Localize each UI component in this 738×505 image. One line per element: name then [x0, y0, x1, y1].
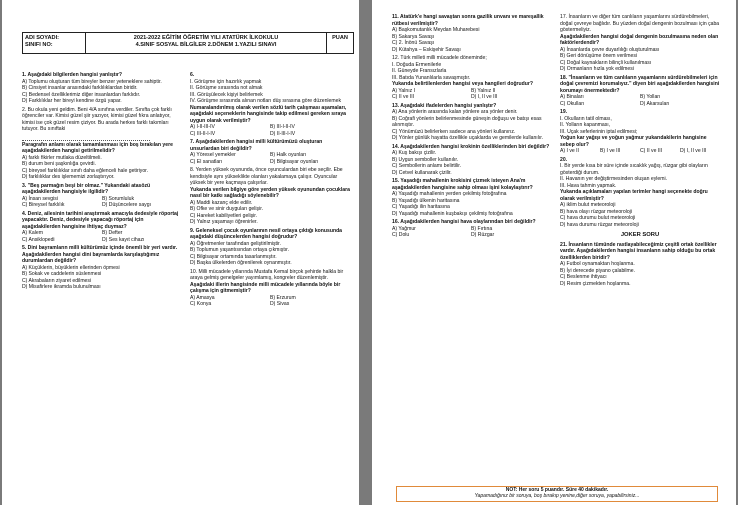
- q10-option-c[interactable]: C) Konya: [190, 301, 212, 307]
- q19-item-1: I. Okulların tatil olması,: [560, 115, 612, 122]
- q14-option-b[interactable]: B) Uygun semboller kullanılır.: [392, 156, 459, 163]
- question-14: [392, 144, 550, 177]
- q18-option-a[interactable]: A) Binaları: [560, 94, 584, 100]
- q17-option-b[interactable]: B) Geri dönüşüme önem verilmesi: [560, 53, 638, 59]
- question-20: [560, 157, 720, 229]
- q17-option-c[interactable]: C) Doğal kaynakların bilinçli kullanılması: [560, 59, 652, 66]
- name-label: ADI SOYADI:: [25, 35, 59, 41]
- q10-ask: Aşağıdaki illerin hangisinde milli mücadele yıllarında böyle bir çalışma için gitmemiştir?: [190, 281, 341, 294]
- q21-option-d[interactable]: D) Resim çizmekten hoşlanma.: [560, 280, 631, 287]
- q20-option-c[interactable]: C) hava durumu bulut meteoroloji: [560, 215, 636, 221]
- q6-option-c[interactable]: C) III-II-I-IV: [190, 130, 216, 137]
- q6-item-2: II. Görüşme sırasında not almak: [190, 85, 263, 91]
- q6-number: 6.: [190, 72, 195, 78]
- q12-stem: 12. Türk milleti milli mücadele döneminde;: [392, 55, 487, 61]
- exam-title-line1: 2021-2022 EĞİTİM ÖĞRETİM YILI ATATÜRK İLKOKULU: [133, 35, 279, 41]
- q17-option-a[interactable]: A) İnsanlarda çevre duyarlılığı oluşturulması: [560, 46, 660, 53]
- q7-stem: 7. Aşağıdakilerden hangisi milli kültürümüzü oluşturan unsurlardan biri değildir?: [190, 139, 323, 152]
- question-17: [560, 14, 720, 73]
- q20-item-1: I. Bir yerde kısa bir süre içinde sıcaklık yağış, rüzgar gibi olayların gösterdiği durum.: [560, 163, 708, 176]
- q8-option-b[interactable]: B) Ofke ve sinir duyguları gelişir.: [190, 206, 264, 212]
- score-label: PUAN: [332, 35, 348, 41]
- q1-stem: 1. Aşağıdaki bilgilerden hangisi yanlıştır?: [22, 72, 123, 78]
- q12-option-b[interactable]: B) Yalnız II: [471, 87, 496, 94]
- q15-stem: 15. Yaşadığı mahallenin krokisini çizmek isteyen Ana'm aşağıdakilerden hangisine sahip olması işini kolaylaştırır?: [392, 178, 533, 191]
- q16-option-d[interactable]: D) Rüzgar: [471, 232, 495, 238]
- q6-item-3: III. Görüşülecek kişiyi belirlemek: [190, 91, 263, 98]
- q2-passage: Paragrafın anlamı olarak tamamlanması için boş bırakılan yere aşağıdakilerden hangisi getirilmelidir?: [22, 141, 173, 154]
- question-7: [190, 139, 350, 165]
- q13-option-b[interactable]: B) Coğrafi yönlerin belirlenmesinde güneşin doğuşu ve batışı esas alınmıştır.: [392, 115, 542, 128]
- q9-option-c[interactable]: C) Bilgisayar ortamında tasarlanmıştır.: [190, 253, 277, 260]
- q18-option-d[interactable]: D) Akarsuları: [640, 100, 670, 107]
- q13-option-a[interactable]: A) Ana yönlerin arasında kalan yönlere ara yönler denir.: [392, 109, 518, 115]
- question-1: [22, 72, 182, 105]
- q5-option-b[interactable]: B) Sokak ve caddelerin süslenmesi: [22, 271, 102, 277]
- q20-item-3: III. Hava tahmin yapmak.: [560, 182, 617, 189]
- q16-stem: 16. Aşağıdakilerden hangisi hava olaylarından biri değildir?: [392, 219, 536, 225]
- question-2: [22, 107, 182, 181]
- q1-option-a[interactable]: A) Toplumu oluşturan tüm bireyler benzer yeteneklere sahiptir.: [22, 78, 162, 85]
- q13-option-c[interactable]: C) Yönümüzü belirlerken sadece ana yönleri kullanırız.: [392, 128, 516, 135]
- q12-item-2: II. Güneyde Fransızlarla: [392, 68, 447, 74]
- q12-item-3: III. Batıda Yunanlılarla savaşmıştır.: [392, 74, 471, 81]
- q19-option-d[interactable]: D) I, II ve III: [680, 148, 707, 154]
- question-10: [190, 269, 350, 308]
- q10-option-b[interactable]: B) Erzurum: [270, 294, 296, 301]
- q7-option-d[interactable]: D) Bilgisayar oyunları: [270, 158, 319, 165]
- q15-option-b[interactable]: B) Yaşadığı ülkenin haritasına: [392, 197, 460, 204]
- q14-option-a[interactable]: A) Kuş bakışı çizilir.: [392, 150, 437, 156]
- q10-option-a[interactable]: A) Amasya: [190, 294, 215, 301]
- q4-option-b[interactable]: B) Defter: [102, 230, 123, 236]
- q21-option-b[interactable]: B) İyi derecede piyano çalabilme.: [560, 267, 636, 274]
- q19-option-c[interactable]: C) II ve III: [640, 148, 663, 154]
- q8-option-d[interactable]: D) Yalnız yaşamayı öğrenirler.: [190, 219, 258, 225]
- q3-option-c[interactable]: C) Bireysel farklılık: [22, 202, 65, 208]
- page2-right-column: [560, 14, 720, 289]
- q20-option-a[interactable]: A) iklim bulut meteoroloji: [560, 202, 616, 208]
- question-15: [392, 178, 550, 217]
- q19-option-a[interactable]: A) I ve II: [560, 148, 579, 154]
- q9-stem: 9. Geleneksel çocuk oyunlarının nesil ortaya çıktığı konusunda aşağıdaki düşüncelerden hangisi doğrudur?: [190, 227, 343, 240]
- q2-option-c[interactable]: C) bireysel farklılıklar sınıfı daha eğlenceli hale getiriyor.: [22, 167, 148, 174]
- q18-stem: 18. "İnsanların ve tüm canlıların yaşamlarını sürdürebilmeleri için doğal çevremizi korumalıyız." diyen biri aşağıdakilerden hangisini korumayı önermektedir?: [560, 74, 720, 94]
- q11-option-b[interactable]: B) Sakarya Savaşı: [392, 33, 435, 40]
- exam-header: [22, 32, 354, 54]
- q12-item-1: I. Doğuda Ermenilerle: [392, 61, 442, 68]
- q9-option-d[interactable]: D) Başka ülkelerden öğrenilerek oynanmıştır.: [190, 260, 292, 266]
- page2-left-column: [392, 14, 550, 241]
- q5-option-c[interactable]: C) Akrabaların ziyaret edilmesi: [22, 277, 92, 284]
- q7-option-a[interactable]: A) Yöresel yemekler: [190, 152, 236, 158]
- class-label: SINIFI NO:: [25, 41, 53, 48]
- question-21: [560, 242, 720, 288]
- q11-stem: 11. Atatürk'e hangi savaştan sonra gazilik unvanı ve mareşallik rütbesi verilmiştir?: [392, 14, 544, 27]
- q16-option-b[interactable]: B) Fırtına: [471, 225, 493, 232]
- left-column: [22, 72, 182, 293]
- q6-option-a[interactable]: A) I-II-III-IV: [190, 124, 215, 130]
- q4-option-a[interactable]: A) Kalem: [22, 230, 43, 236]
- q9-option-a[interactable]: A) Öğretmenler tarafından geliştirilmiştir.: [190, 240, 281, 247]
- q14-option-c[interactable]: C) Sembollerin anlamı belirtilir.: [392, 163, 462, 169]
- q10-option-d[interactable]: D) Sivas: [270, 301, 290, 307]
- q13-stem: 13. Aşağıdaki ifadelerden hangisi yanlıştır?: [392, 102, 497, 109]
- question-16: [392, 219, 550, 239]
- question-19: [560, 109, 720, 155]
- q12-option-d[interactable]: D) I, II ve III: [471, 94, 498, 100]
- right-column: [190, 72, 350, 310]
- q12-option-c[interactable]: C) II ve III: [392, 94, 415, 100]
- q8-option-c[interactable]: C) Hareket kabiliyetleri gelişir.: [190, 212, 258, 219]
- q4-option-c[interactable]: C) Ansiklopedi: [22, 236, 55, 243]
- q6-item-4: IV. Görüşme sırasında alınan notları düş sırasına göre düzenlemek: [190, 98, 342, 104]
- q19-ask: Yoğun kar yağışı ve yoğun yağmur yukarıdakilerin hangisine sebep olur?: [560, 135, 707, 148]
- q8-stem: 8. Yerden yüksek oyununda, önce oyunculardan biri ebe seçilir. Ebe kendisiyle aynı yükseklikte olanları yakalamaya çalışır. Oyuncular yüksek bir yere kaçmaya çalışırlar.: [190, 167, 343, 186]
- q13-option-d[interactable]: D) Yönler günlük hayatta özellikle uçaklarda ve gemilerde kullanılır.: [392, 135, 544, 141]
- q11-option-a[interactable]: A) Başkomutanlık Meydan Muharebesi: [392, 27, 480, 33]
- question-8: [190, 167, 350, 226]
- q6-option-b[interactable]: B) III-I-II-IV: [270, 124, 295, 130]
- q17-ask: Aşağıdakilerden hangisi doğal dengenin bozulmasına neden olan faktörlerdendir?: [560, 33, 719, 46]
- q6-item-1: I. Görüşme için hazırlık yapmak: [190, 78, 262, 85]
- exam-page-left: [2, 0, 359, 505]
- q4-stem: 4. Deniz, ailesinin tarihini araştırmak amacıyla dedesiyle röportaj yapacaktır. Deniz, dedesiyle yapacağı röportaj için aşağıdakilerden hangisine ihtiyaç duymaz?: [22, 210, 179, 230]
- q2-option-d[interactable]: D) farklılıklar des işlememizi zorlaştırıyor.: [22, 174, 115, 180]
- exam-title-line2: 4.SINIF SOSYAL BİLGİLER 2.DÖNEM 1.YAZILI SINAVI: [135, 41, 277, 48]
- q8-ask: Yukarıda verilen bilgiye göre yerden yüksek oyunundan çocuklara nasıl bir katkı sağladığı söylenebilir?: [190, 186, 350, 199]
- q20-item-2: II. Havanın yer değiştirmesinden oluşan eylemi.: [560, 176, 668, 182]
- q2-stem: 2. Bu okula yeni geldim. Beni 4/A sınıfına verdiler. Sınıfta çok farklı öğrenciler var. Kimisi güzel şiir yazıyor, kimisi güzel fıkra anlatıyor, kimisi ise çok güzel resim çiziyor. Bu arada herkes farklı takımları tutuyor. Bu sınıftaki: [22, 106, 172, 132]
- q18-option-b[interactable]: B) Yolları: [640, 94, 661, 100]
- q20-option-b[interactable]: B) hava olayı rüzgar meteoroloji: [560, 208, 632, 215]
- q6-option-d[interactable]: D) II-III-I-IV: [270, 130, 296, 137]
- question-9: [190, 228, 350, 267]
- question-11: [392, 14, 550, 53]
- q6-stem: Numaralandırılmış olarak verilen sözlü tarih çalışması aşamaları, aşağıdaki seçeneklerin hangisinde takip edilmesi gereken sıraya uygun olarak verilmiştir?: [190, 104, 347, 124]
- q3-option-d[interactable]: D) Düşüncelere saygı: [102, 202, 151, 208]
- joker-title: JOKER SORU: [620, 232, 660, 238]
- q11-option-c[interactable]: C) 2. İnönü Savaşı: [392, 40, 435, 46]
- question-6: [190, 72, 350, 137]
- question-3: [22, 183, 182, 209]
- q10-stem: 10. Milli mücadele yıllarında Mustafa Kemal birçok şehirde halkla bir araya gelmiş genelgeler yayımlamış, kongreler düzenlemiştir.: [190, 268, 344, 281]
- q14-option-d[interactable]: D) Cetvel kullanarak çizilir.: [392, 169, 452, 176]
- q20-number: 20.: [560, 156, 568, 163]
- q15-option-d[interactable]: D) Yaşadığı mahallenin kuşbakışı çekilmiş fotoğrafına: [392, 210, 513, 217]
- q17-stem: 17. İnsanların ve diğer tüm canlıların yaşamlarını sürdürebilmeleri, doğal çevreye bağlıdır. Bu yüzden doğal dengenin bozulması için çaba göstermeliyiz.: [560, 14, 720, 33]
- question-12: [392, 55, 550, 101]
- q14-stem: 14. Aşağıdakilerden hangisi krokinin özelliklerinden biri değildir?: [392, 143, 550, 150]
- q3-option-a[interactable]: A) İnsan sevgisi: [22, 195, 58, 202]
- note-line2: Yapamadığınız bir soruya, boş bırakıp yenine,diğer soruya, yapabilirsiniz...: [474, 493, 640, 499]
- question-5: [22, 245, 182, 291]
- q21-option-c[interactable]: C) Beslenme ihtiyacı: [560, 274, 607, 280]
- q11-option-d[interactable]: D) Kütahya – Eskişehir Savaşı: [392, 46, 461, 53]
- note-line1: NOT: Her soru 5 puandır. Süre 40 dakikadır.: [505, 487, 609, 493]
- q2-option-a[interactable]: A) farklı fikirler mutlaka düzeltilmeli.: [22, 154, 102, 161]
- q12-ask: Yukarıda belirtilenlerden hangisi veya hangileri doğrudur?: [392, 81, 533, 87]
- exam-page-right: [372, 0, 736, 505]
- q21-stem: 21. İnsanların tümünde rastlayabileceğimiz çeşitli ortak özellikler vardır. Aşağıdakilerden hangisi insanların sahip olduğu bu ortak özelliklerden biridir?: [560, 241, 717, 261]
- q19-item-2: II. Yolların kapanması,: [560, 122, 611, 128]
- q7-option-c[interactable]: C) El sanatları: [190, 158, 223, 165]
- q12-option-a[interactable]: A) Yalnız I: [392, 87, 416, 94]
- q7-option-b[interactable]: B) Halk oyunları: [270, 152, 307, 158]
- q3-option-b[interactable]: B) Sorumluluk: [102, 195, 134, 202]
- q5-stem: 5. Dini bayramların milli kültürümüz içinde önemli bir yeri vardır. Aşağıdakilerden hangisi dini bayramlarda karşılaştığımız durumlardan değildir?: [22, 245, 178, 264]
- q2-option-b[interactable]: B) durum beni şaşkınlığa çevirdi.: [22, 161, 96, 167]
- question-4: [22, 211, 182, 244]
- q4-option-d[interactable]: D) Ses kayıt cihazı: [102, 236, 145, 243]
- q1-option-b[interactable]: B) Cinsiyet insanlar arasındaki farklılıklardan biridir.: [22, 85, 138, 91]
- question-18: [560, 75, 720, 108]
- q5-option-a[interactable]: A) Küçüklerin, büyüklerin ellerinden öpmesi: [22, 264, 120, 271]
- q5-option-d[interactable]: D) Misafirlere ikramda bulunulması: [22, 284, 101, 290]
- q1-option-c[interactable]: C) Bedensel özelliklerimiz diğer insanlardan farklıdır.: [22, 91, 141, 98]
- exam-note-box: [396, 486, 718, 502]
- q20-option-d[interactable]: D) hava durumu rüzgar meteoroloji: [560, 221, 639, 228]
- q19-number: 19.: [560, 109, 568, 115]
- q19-item-3: III. Uçak seferlerinin iptal edilmesi;: [560, 128, 638, 135]
- q19-option-b[interactable]: B) I ve III: [600, 148, 621, 154]
- q18-option-c[interactable]: C) Okulları: [560, 100, 585, 107]
- question-13: [392, 103, 550, 142]
- q15-option-a[interactable]: A) Yaşadığı mahallenin yerden çekilmiş fotoğrafına: [392, 191, 507, 197]
- q16-option-a[interactable]: A) Yağmur: [392, 225, 416, 232]
- q15-option-c[interactable]: C) Yaşadığı ilin haritasına: [392, 204, 450, 210]
- q17-option-d[interactable]: D) Ormanların hızla yok edilmesi: [560, 66, 634, 72]
- q9-option-b[interactable]: B) Toplumun yaşantısından ortaya çıkmıştır.: [190, 247, 289, 253]
- q21-option-a[interactable]: A) Futbol oynamaktan hoşlanma.: [560, 261, 635, 267]
- q3-stem: 3. "Beş parmağın beşi bir olmaz." Yukarıdaki atasözü aşağıdakilerden hangisiyle ilgilidir?: [22, 182, 151, 195]
- q16-option-c[interactable]: C) Dolu: [392, 232, 410, 238]
- q8-option-a[interactable]: A) Maddi kazanç elde edilir.: [190, 199, 253, 206]
- q1-option-d[interactable]: D) Farklılıklar her bireyi kendine özgü yapar.: [22, 98, 122, 104]
- q2-blank-line: [22, 134, 150, 141]
- q20-ask: Yukarıda açıklamaları yapılan terimler hangi seçenekte doğru olarak verilmiştir?: [560, 189, 708, 202]
